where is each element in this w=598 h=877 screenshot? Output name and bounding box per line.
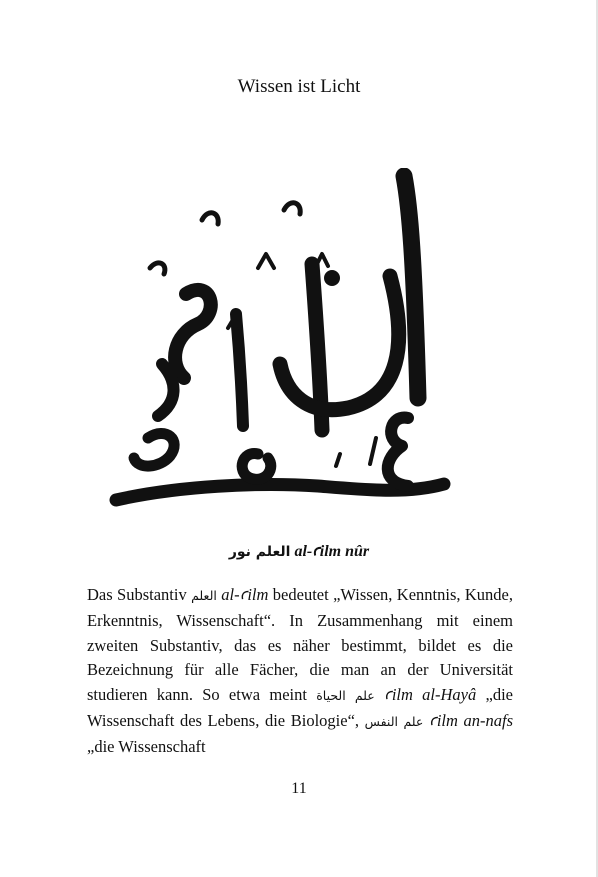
body-text-1: Das Substantiv bbox=[87, 585, 192, 604]
page-title: Wissen ist Licht bbox=[237, 76, 361, 97]
arabic-calligraphy-icon bbox=[108, 168, 460, 508]
transliteration-al-ilm: al-ꜥilm bbox=[221, 585, 269, 604]
body-text-3: „die Wissenschaft des Lebens, die Biologie“, bbox=[87, 685, 514, 730]
calligraphy-caption bbox=[0, 541, 598, 561]
body-paragraph bbox=[87, 583, 513, 760]
transliteration-ilm-an-nafs: ꜥilm an-nafs bbox=[429, 710, 514, 730]
arabic-term-ilm-al-haya: علم الحياة bbox=[316, 688, 375, 704]
body-text-2: bedeutet „Wissen, Kenntnis, Kunde, Erkenntnis, Wissenschaft“. In Zusammenhang mit einem zweiten Substantiv, das es näher bestimmt, bildet es die Bezeichnung für alle Fächer, die man an der Universität studieren kann. So etwa meint bbox=[87, 585, 513, 705]
caption-transliteration: al-ꜥilm nûr bbox=[294, 543, 370, 560]
arabic-term-ilm-an-nafs: علم النفس bbox=[364, 713, 424, 729]
page-number: 11 bbox=[291, 780, 307, 797]
transliteration-ilm-al-haya: ꜥilm al-Hayâ bbox=[384, 685, 477, 705]
caption-arabic: العلم نور bbox=[228, 544, 291, 560]
arabic-term-al-ilm: العلم bbox=[191, 588, 217, 603]
body-text-4: „die Wissenschaft bbox=[87, 736, 206, 756]
